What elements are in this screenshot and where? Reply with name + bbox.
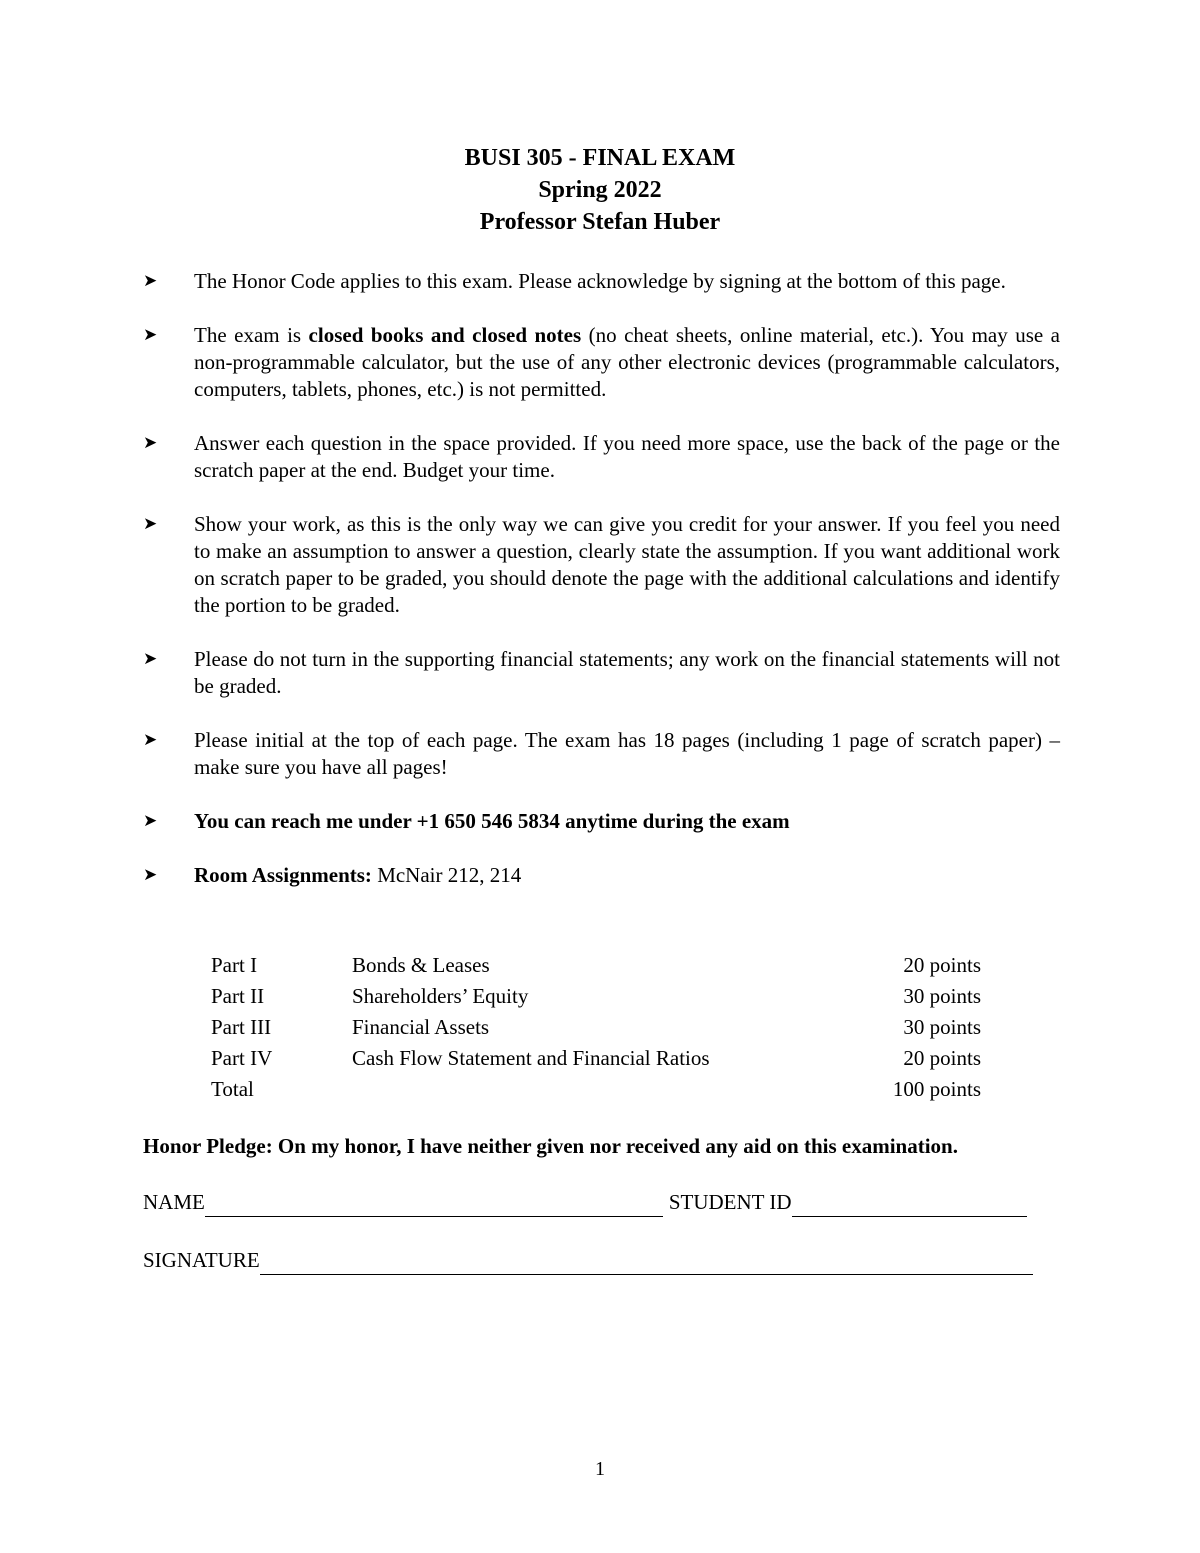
- table-row: [211, 950, 981, 981]
- room-assignments-label: Room Assignments:: [194, 863, 372, 887]
- instruction-text: Please initial at the top of each page. The exam has 18 pages (including 1 page of scratch paper) – make sure you have all pages!: [194, 728, 1060, 779]
- table-row: [211, 1012, 981, 1043]
- name-label: NAME: [143, 1190, 205, 1214]
- instruction-item: [143, 646, 1060, 700]
- part-topic: Financial Assets: [352, 1015, 490, 1039]
- points-table: [211, 950, 981, 1105]
- room-assignments-value: McNair 212, 214: [371, 863, 522, 887]
- part-topic: Bonds & Leases: [352, 953, 490, 977]
- part-label: Part II: [211, 984, 265, 1008]
- contact-phone-text: You can reach me under +1 650 546 5834 anytime during the exam: [194, 809, 790, 833]
- instruction-text: Answer each question in the space provided. If you need more space, use the back of the page or the scratch paper at the end. Budget your time.: [194, 431, 1060, 482]
- part-label: Total: [211, 1077, 254, 1101]
- part-label: Part I: [211, 953, 258, 977]
- instruction-item: [143, 511, 1060, 619]
- part-topic: [352, 1074, 821, 1105]
- instruction-item: [143, 430, 1060, 484]
- part-topic: Cash Flow Statement and Financial Ratios: [352, 1046, 710, 1070]
- instruction-text: Please do not turn in the supporting financial statements; any work on the financial statements will not be graded.: [194, 647, 1060, 698]
- exam-header: [0, 142, 1200, 238]
- arrowhead-bullet-icon: ➤: [143, 865, 158, 885]
- part-topic: Shareholders’ Equity: [352, 984, 529, 1008]
- signature-line: [143, 1245, 1033, 1275]
- table-row: [211, 981, 981, 1012]
- exam-professor: Professor Stefan Huber: [479, 209, 721, 235]
- part-label: Part IV: [211, 1046, 273, 1070]
- part-points: 30 points: [903, 1015, 981, 1039]
- instruction-item: [143, 808, 1060, 835]
- name-field[interactable]: [205, 1192, 663, 1217]
- instruction-text: (no cheat sheets, online material, etc.). You may use a non-programmable calculator, but the use of any other electronic devices (programmable calculators, computers, tablets, phones, etc.) is not permitted.: [194, 323, 1060, 401]
- arrowhead-bullet-icon: ➤: [143, 649, 158, 669]
- part-points: 20 points: [903, 953, 981, 977]
- part-points: 20 points: [903, 1046, 981, 1070]
- instruction-text: Show your work, as this is the only way we can give you credit for your answer. If you feel you need to make an assumption to answer a question, clearly state the assumption. If you want additional work on scratch paper to be graded, you should denote the page with the additional calculations and identify the portion to be graded.: [194, 512, 1060, 617]
- part-points: 100 points: [892, 1077, 981, 1101]
- instruction-item: [143, 268, 1060, 295]
- instruction-item: [143, 727, 1060, 781]
- signature-field[interactable]: [260, 1250, 1033, 1275]
- instruction-text: The exam is: [194, 323, 309, 347]
- student-id-label: STUDENT ID: [668, 1190, 792, 1214]
- part-label: Part III: [211, 1015, 272, 1039]
- exam-term: Spring 2022: [538, 177, 662, 203]
- instruction-item: [143, 862, 1060, 889]
- name-and-id-line: [143, 1187, 1027, 1217]
- arrowhead-bullet-icon: ➤: [143, 433, 158, 453]
- part-points: 30 points: [903, 984, 981, 1008]
- instruction-item: [143, 322, 1060, 403]
- instructions-list: [143, 268, 1060, 916]
- table-row-total: [211, 1074, 981, 1105]
- page-number: 1: [595, 1458, 605, 1480]
- instruction-bold-text: closed books and closed notes: [308, 323, 582, 347]
- table-row: [211, 1043, 981, 1074]
- instruction-text: The Honor Code applies to this exam. Please acknowledge by signing at the bottom of this page.: [194, 269, 1006, 293]
- honor-pledge: Honor Pledge: On my honor, I have neither given nor received any aid on this examination.: [143, 1134, 958, 1158]
- arrowhead-bullet-icon: ➤: [143, 514, 158, 534]
- arrowhead-bullet-icon: ➤: [143, 271, 158, 291]
- arrowhead-bullet-icon: ➤: [143, 730, 158, 750]
- arrowhead-bullet-icon: ➤: [143, 325, 158, 345]
- exam-title: BUSI 305 - FINAL EXAM: [464, 145, 736, 171]
- student-id-field[interactable]: [792, 1192, 1027, 1217]
- signature-label: SIGNATURE: [143, 1248, 260, 1272]
- arrowhead-bullet-icon: ➤: [143, 811, 158, 831]
